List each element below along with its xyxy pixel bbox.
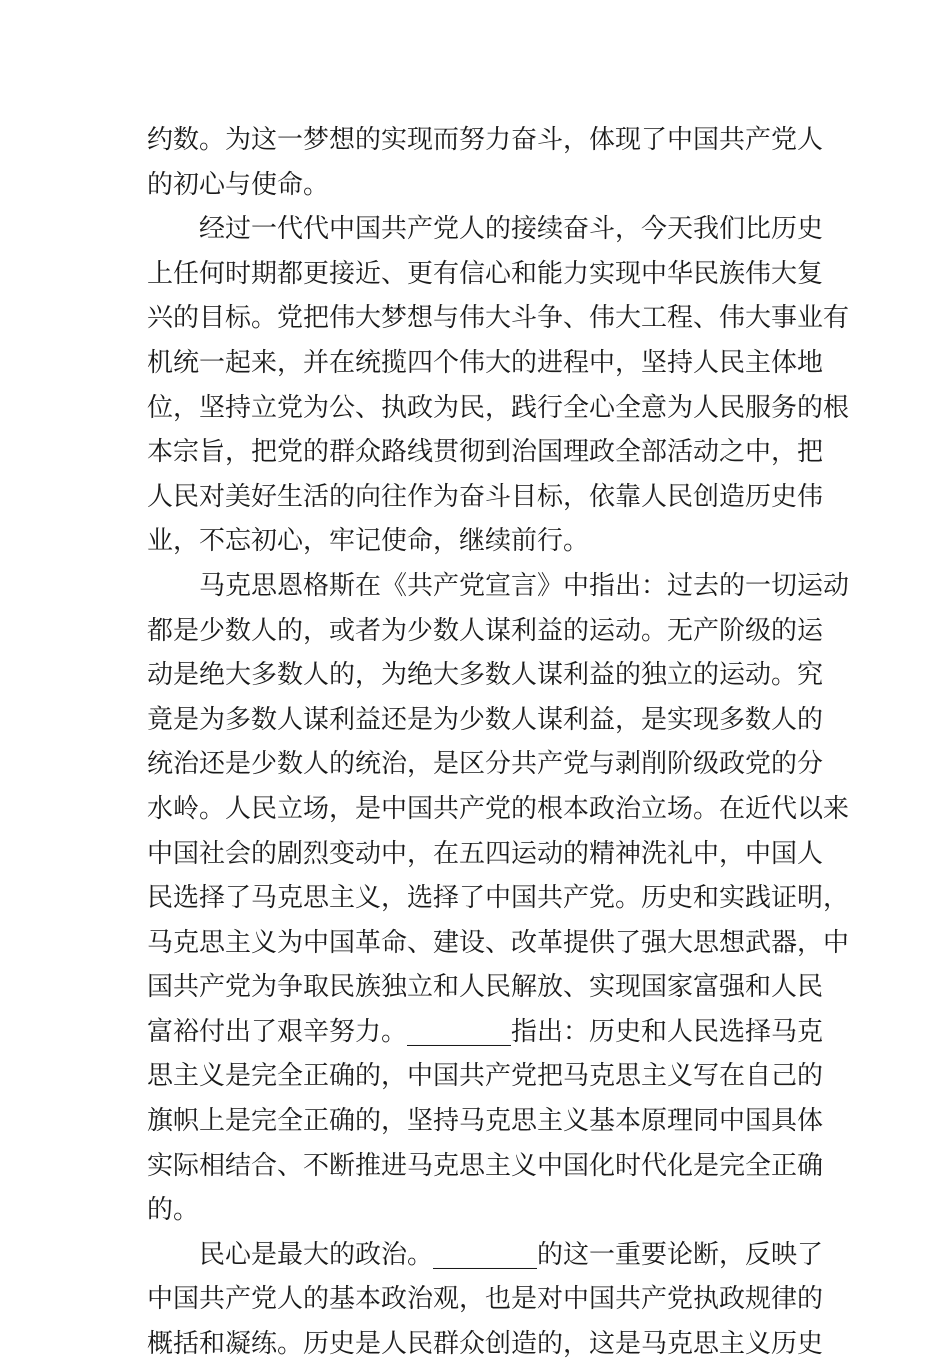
text-line: 人民对美好生活的向往作为奋斗目标，依靠人民创造历史伟 [147, 481, 824, 512]
text-line: 约数。为这一梦想的实现而努力奋斗，体现了中国共产党人 [147, 125, 824, 155]
text-line: 兴的目标。党把伟大梦想与伟大斗争、伟大工程、伟大事业有 [147, 303, 850, 334]
text-line: 本宗旨，把党的群众路线贯彻到治国理政全部活动之中，把 [147, 437, 824, 468]
text-line: 经过一代代中国共产党人的接续奋斗，今天我们比历史 [199, 214, 824, 245]
text-line: 马克思主义为中国革命、建设、改革提供了强大思想武器，中 [147, 927, 850, 958]
text-line: 位，坚持立党为公、执政为民，践行全心全意为人民服务的根 [147, 392, 850, 423]
text-line: 动是绝大多数人的，为绝大多数人谋利益的独立的运动。究 [147, 660, 824, 691]
text-line: 概括和凝练。历史是人民群众创造的，这是马克思主义历史 [147, 1329, 824, 1360]
text-line: 马克思恩格斯在《共产党宣言》中指出：过去的一切运动 [199, 570, 850, 601]
text-line: 中国共产党人的基本政治观，也是对中国共产党执政规律的 [147, 1284, 824, 1315]
text-line: 竟是为多数人谋利益还是为少数人谋利益，是实现多数人的 [147, 704, 824, 735]
text-line: 民心是最大的政治。________的这一重要论断，反映了 [199, 1239, 824, 1270]
text-line: 都是少数人的，或者为少数人谋利益的运动。无产阶级的运 [147, 615, 824, 646]
body-text [147, 118, 850, 1367]
text-line: 水岭。人民立场，是中国共产党的根本政治立场。在近代以来 [147, 793, 850, 824]
text-line: 中国社会的剧烈变动中，在五四运动的精神洗礼中，中国人 [147, 838, 824, 869]
text-line: 国共产党为争取民族独立和人民解放、实现国家富强和人民 [147, 972, 824, 1003]
text-line: 富裕付出了艰辛努力。________指出：历史和人民选择马克 [147, 1016, 824, 1047]
text-line: 机统一起来，并在统揽四个伟大的进程中，坚持人民主体地 [147, 347, 824, 378]
text-line: 的。 [147, 1195, 200, 1226]
text-line: 业，不忘初心，牢记使命，继续前行。 [147, 526, 590, 557]
text-line: 统治还是少数人的统治，是区分共产党与剥削阶级政党的分 [147, 749, 824, 780]
text-line: 旗帜上是完全正确的，坚持马克思主义基本原理同中国具体 [147, 1106, 824, 1137]
text-line: 上任何时期都更接近、更有信心和能力实现中华民族伟大复 [147, 258, 824, 289]
text-line: 思主义是完全正确的，中国共产党把马克思主义写在自己的 [147, 1061, 824, 1092]
text-line: 民选择了马克思主义，选择了中国共产党。历史和实践证明， [147, 883, 850, 914]
text-line: 的初心与使命。 [147, 169, 330, 200]
text-line: 实际相结合、不断推进马克思主义中国化时代化是完全正确 [147, 1150, 824, 1181]
